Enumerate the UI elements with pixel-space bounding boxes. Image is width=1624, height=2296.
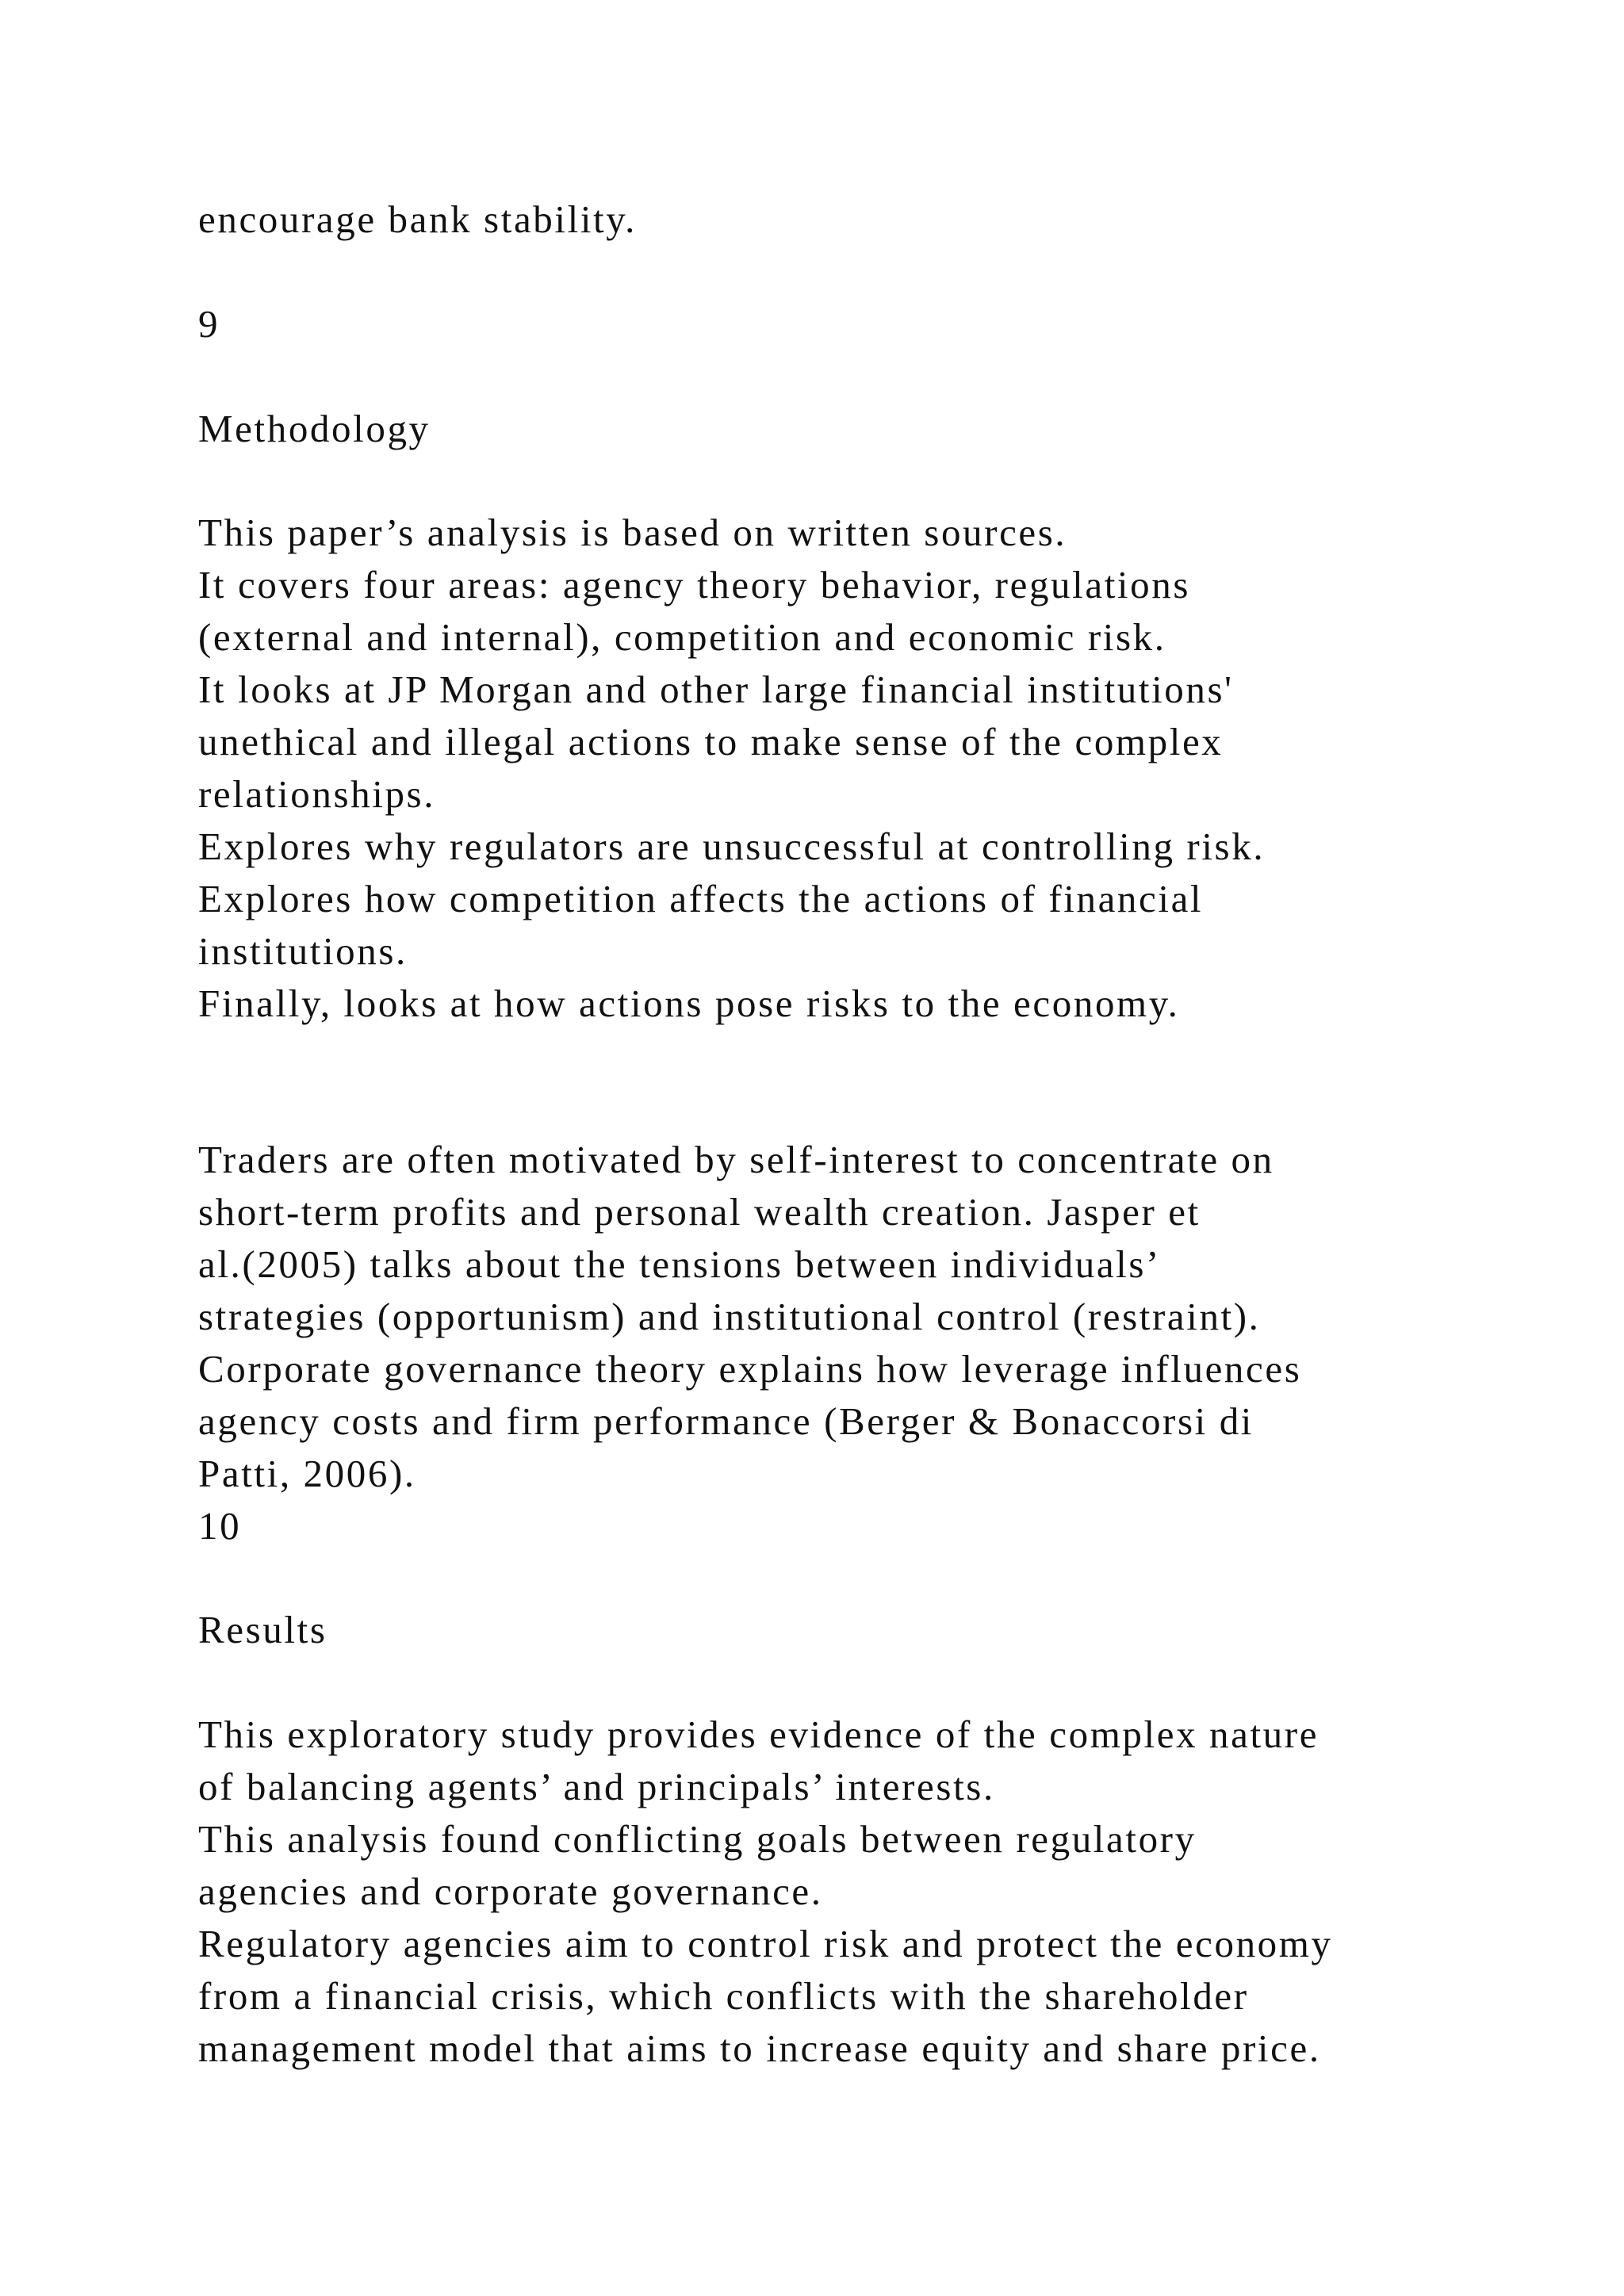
text-line: Corporate governance theory explains how leverage influences: [198, 1347, 1302, 1391]
text-line: encourage bank stability.: [198, 197, 638, 241]
text-line: unethical and illegal actions to make sense of the complex: [198, 720, 1224, 763]
section-heading: Results: [198, 1608, 327, 1651]
text-line: Regulatory agencies aim to control risk and protect the economy: [198, 1922, 1333, 1965]
text-line: Patti, 2006).: [198, 1452, 416, 1495]
text-line: It looks at JP Morgan and other large financial institutions': [198, 668, 1234, 711]
text-line: short-term profits and personal wealth creation. Jasper et: [198, 1190, 1201, 1234]
text-line: This exploratory study provides evidence of the complex nature: [198, 1712, 1320, 1756]
text-line: Explores why regulators are unsuccessful at controlling risk.: [198, 825, 1266, 868]
text-line: strategies (opportunism) and institutional control (restraint).: [198, 1295, 1261, 1338]
slide-number: 9: [198, 302, 220, 346]
text-line: Explores how competition affects the actions of financial: [198, 877, 1204, 920]
text-line: institutions.: [198, 929, 408, 973]
text-line: from a financial crisis, which conflicts with the shareholder: [198, 1974, 1249, 2018]
text-line: (external and internal), competition and economic risk.: [198, 615, 1166, 659]
section-heading: Methodology: [198, 407, 431, 450]
text-line: This paper’s analysis is based on written sources.: [198, 511, 1067, 554]
text-line: al.(2005) talks about the tensions between individuals’: [198, 1242, 1161, 1286]
text-line: Traders are often motivated by self-interest to concentrate on: [198, 1138, 1274, 1181]
text-line: This analysis found conflicting goals between regulatory: [198, 1817, 1197, 1861]
text-line: relationships.: [198, 772, 436, 816]
text-line: of balancing agents’ and principals’ interests.: [198, 1765, 995, 1808]
text-line: agencies and corporate governance.: [198, 1869, 823, 1913]
text-line: Finally, looks at how actions pose risks to the economy.: [198, 982, 1180, 1025]
text-line: It covers four areas: agency theory behavior, regulations: [198, 563, 1191, 607]
text-line: agency costs and firm performance (Berger & Bonaccorsi di: [198, 1399, 1254, 1443]
slide-number: 10: [198, 1504, 242, 1548]
text-line: management model that aims to increase equity and share price.: [198, 2026, 1321, 2070]
